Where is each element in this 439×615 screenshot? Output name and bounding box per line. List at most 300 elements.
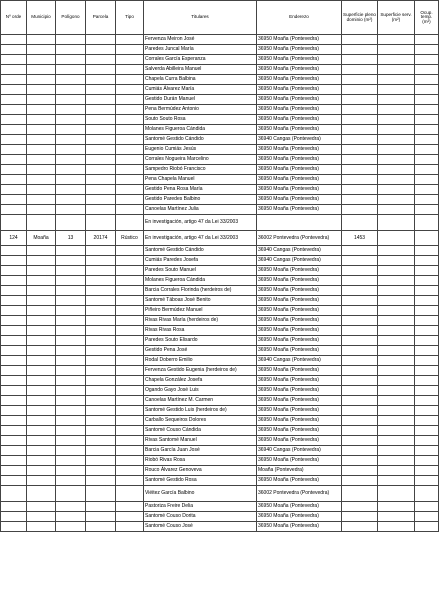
orden-cell [1, 266, 27, 276]
ocupacion-temp-cell [415, 511, 439, 521]
enderezo-cell: 36950 Moaña (Pontevedra) [257, 205, 342, 215]
ocupacion-temp-cell [415, 246, 439, 256]
enderezo-cell: 36950 Moaña (Pontevedra) [257, 396, 342, 406]
titular-cell: Rivas Rivas Rosa [144, 326, 257, 336]
superficie-serv-cell [378, 230, 415, 246]
superficie-pleno-cell [342, 511, 378, 521]
orden-cell [1, 326, 27, 336]
table-row [1, 316, 439, 326]
municipio-cell [27, 316, 56, 326]
tipo-cell [116, 165, 144, 175]
ocupacion-temp-cell [415, 266, 439, 276]
titular-cell: Gestido Paredes Balbino [144, 195, 257, 205]
titular-cell: Canoelas Martínez Julia [144, 205, 257, 215]
enderezo-cell: 36950 Moaña (Pontevedra) [257, 155, 342, 165]
orden-cell [1, 215, 27, 231]
parcela-cell [86, 45, 116, 55]
superficie-serv-cell [378, 266, 415, 276]
parcela-cell [86, 55, 116, 65]
poligono-cell [56, 125, 86, 135]
superficie-pleno-cell [342, 416, 378, 426]
superficie-serv-cell [378, 346, 415, 356]
enderezo-cell: 36950 Moaña (Pontevedra) [257, 521, 342, 531]
municipio-cell [27, 306, 56, 316]
table-header-row [1, 1, 439, 35]
superficie-pleno-cell [342, 135, 378, 145]
table-row [1, 195, 439, 205]
municipio-cell [27, 35, 56, 45]
table-body [1, 35, 439, 532]
table-row [1, 366, 439, 376]
ocupacion-temp-cell [415, 115, 439, 125]
superficie-serv-cell [378, 185, 415, 195]
orden-cell [1, 125, 27, 135]
ocupacion-temp-cell [415, 230, 439, 246]
poligono-cell [56, 85, 86, 95]
poligono-cell [56, 215, 86, 231]
poligono-cell [56, 486, 86, 502]
enderezo-cell: 36940 Cangas (Pontevedra) [257, 256, 342, 266]
poligono-cell [56, 511, 86, 521]
poligono-cell [56, 416, 86, 426]
parcela-cell [86, 115, 116, 125]
superficie-pleno-cell [342, 326, 378, 336]
superficie-serv-cell [378, 476, 415, 486]
parcela-cell [86, 326, 116, 336]
superficie-serv-cell [378, 165, 415, 175]
superficie-pleno-cell [342, 256, 378, 266]
titular-cell: Cumiás Paredes Josefa [144, 256, 257, 266]
tipo-cell [116, 105, 144, 115]
parcela-cell [86, 416, 116, 426]
enderezo-cell: 36950 Moaña (Pontevedra) [257, 436, 342, 446]
table-row [1, 165, 439, 175]
parcela-cell [86, 346, 116, 356]
parcela-cell [86, 286, 116, 296]
titular-cell: En investigación, artigo 47 da Lei 33/2003 [144, 230, 257, 246]
ocupacion-temp-cell [415, 155, 439, 165]
table-row [1, 476, 439, 486]
table-row [1, 286, 439, 296]
table-row [1, 256, 439, 266]
municipio-cell [27, 476, 56, 486]
superficie-serv-cell [378, 501, 415, 511]
poligono-cell [56, 326, 86, 336]
tipo-cell [116, 476, 144, 486]
table-row [1, 155, 439, 165]
ocupacion-temp-cell [415, 416, 439, 426]
tipo-cell [116, 195, 144, 205]
enderezo-cell: 36950 Moaña (Pontevedra) [257, 316, 342, 326]
table-row [1, 376, 439, 386]
ocupacion-temp-cell [415, 185, 439, 195]
tipo-cell [116, 406, 144, 416]
titular-cell: Riobó Rivas Rosa [144, 456, 257, 466]
municipio-cell [27, 376, 56, 386]
enderezo-cell: 36950 Moaña (Pontevedra) [257, 175, 342, 185]
poligono-cell [56, 456, 86, 466]
enderezo-cell: 36950 Moaña (Pontevedra) [257, 95, 342, 105]
orden-cell [1, 115, 27, 125]
orden-cell [1, 476, 27, 486]
orden-cell [1, 65, 27, 75]
orden-cell [1, 501, 27, 511]
header-titulares: Titulares [144, 1, 257, 35]
titular-cell: Pena Bermúdez Antonio [144, 105, 257, 115]
municipio-cell [27, 266, 56, 276]
poligono-cell [56, 436, 86, 446]
superficie-pleno-cell [342, 246, 378, 256]
parcela-cell [86, 436, 116, 446]
superficie-pleno-cell [342, 35, 378, 45]
municipio-cell [27, 135, 56, 145]
poligono-cell [56, 426, 86, 436]
table-row [1, 486, 439, 502]
ocupacion-temp-cell [415, 406, 439, 416]
poligono-cell [56, 476, 86, 486]
table-row [1, 115, 439, 125]
titular-cell: Canoelas Martínez M. Carmen [144, 396, 257, 406]
superficie-serv-cell [378, 326, 415, 336]
superficie-serv-cell [378, 406, 415, 416]
parcela-cell [86, 35, 116, 45]
ocupacion-temp-cell [415, 356, 439, 366]
titular-cell: Pastoriza Freire Delia [144, 501, 257, 511]
tipo-cell [116, 85, 144, 95]
table-row [1, 416, 439, 426]
parcela-cell [86, 386, 116, 396]
superficie-pleno-cell [342, 95, 378, 105]
superficie-serv-cell [378, 376, 415, 386]
orden-cell [1, 511, 27, 521]
parcela-cell [86, 336, 116, 346]
enderezo-cell: 36950 Moaña (Pontevedra) [257, 386, 342, 396]
orden-cell [1, 521, 27, 531]
orden-cell [1, 376, 27, 386]
municipio-cell: Moaña [27, 230, 56, 246]
tipo-cell [116, 95, 144, 105]
tipo-cell [116, 256, 144, 266]
superficie-serv-cell [378, 45, 415, 55]
parcela-cell [86, 376, 116, 386]
superficie-pleno-cell [342, 446, 378, 456]
orden-cell [1, 396, 27, 406]
municipio-cell [27, 436, 56, 446]
parcela-cell [86, 406, 116, 416]
municipio-cell [27, 456, 56, 466]
table-row [1, 346, 439, 356]
municipio-cell [27, 195, 56, 205]
orden-cell [1, 75, 27, 85]
titular-cell: Santomé Gestido Cándido [144, 246, 257, 256]
table-row [1, 35, 439, 45]
tipo-cell [116, 501, 144, 511]
superficie-serv-cell [378, 256, 415, 266]
titular-cell: Santomé Táboas José Benito [144, 296, 257, 306]
titular-cell: Chapela González Josefa [144, 376, 257, 386]
enderezo-cell: 36950 Moaña (Pontevedra) [257, 165, 342, 175]
orden-cell [1, 95, 27, 105]
orden-cell [1, 35, 27, 45]
enderezo-cell: 36950 Moaña (Pontevedra) [257, 336, 342, 346]
parcela-cell [86, 175, 116, 185]
enderezo-cell: 36940 Cangas (Pontevedra) [257, 446, 342, 456]
superficie-serv-cell [378, 125, 415, 135]
table-row [1, 276, 439, 286]
table-row [1, 185, 439, 195]
superficie-pleno-cell [342, 296, 378, 306]
ocupacion-temp-cell [415, 396, 439, 406]
ocupacion-temp-cell [415, 35, 439, 45]
tipo-cell [116, 416, 144, 426]
ocupacion-temp-cell [415, 95, 439, 105]
superficie-serv-cell [378, 215, 415, 231]
superficie-pleno-cell [342, 376, 378, 386]
superficie-pleno-cell [342, 476, 378, 486]
superficie-serv-cell [378, 306, 415, 316]
superficie-pleno-cell [342, 406, 378, 416]
ocupacion-temp-cell [415, 85, 439, 95]
municipio-cell [27, 286, 56, 296]
table-row [1, 521, 439, 531]
titular-cell: Paredes Juncal María [144, 45, 257, 55]
enderezo-cell: 36950 Moaña (Pontevedra) [257, 511, 342, 521]
enderezo-cell: 36950 Moaña (Pontevedra) [257, 35, 342, 45]
superficie-serv-cell [378, 386, 415, 396]
superficie-serv-cell [378, 316, 415, 326]
tipo-cell [116, 296, 144, 306]
table-row [1, 456, 439, 466]
poligono-cell [56, 75, 86, 85]
municipio-cell [27, 85, 56, 95]
ocupacion-temp-cell [415, 215, 439, 231]
orden-cell [1, 346, 27, 356]
header-tipo: Tipo [116, 1, 144, 35]
titular-cell: Molanes Figueroa Cándida [144, 125, 257, 135]
superficie-serv-cell [378, 205, 415, 215]
titular-cell: Barcia Corrales Florinda (herdeiros de) [144, 286, 257, 296]
enderezo-cell [257, 215, 342, 231]
parcela-cell [86, 215, 116, 231]
table-row [1, 446, 439, 456]
ocupacion-temp-cell [415, 135, 439, 145]
enderezo-cell: 36950 Moaña (Pontevedra) [257, 125, 342, 135]
parcela-cell [86, 456, 116, 466]
titular-cell: Salverda Abilleira Manuel [144, 65, 257, 75]
enderezo-cell: 36940 Cangas (Pontevedra) [257, 246, 342, 256]
enderezo-cell: 36950 Moaña (Pontevedra) [257, 376, 342, 386]
table-row [1, 326, 439, 336]
table-row [1, 266, 439, 276]
superficie-pleno-cell [342, 356, 378, 366]
table-row [1, 306, 439, 316]
orden-cell [1, 386, 27, 396]
parcela-cell [86, 85, 116, 95]
table-row [1, 45, 439, 55]
ocupacion-temp-cell [415, 306, 439, 316]
ocupacion-temp-cell [415, 521, 439, 531]
ocupacion-temp-cell [415, 456, 439, 466]
table-row [1, 336, 439, 346]
ocupacion-temp-cell [415, 276, 439, 286]
superficie-serv-cell [378, 95, 415, 105]
enderezo-cell: 36950 Moaña (Pontevedra) [257, 416, 342, 426]
titular-cell: Gestido Pena Rosa María [144, 185, 257, 195]
enderezo-cell: 36950 Moaña (Pontevedra) [257, 456, 342, 466]
superficie-pleno-cell [342, 466, 378, 476]
municipio-cell [27, 396, 56, 406]
ocupacion-temp-cell [415, 45, 439, 55]
poligono-cell [56, 336, 86, 346]
header-parcela: Parcela [86, 1, 116, 35]
table-row [1, 175, 439, 185]
poligono-cell [56, 105, 86, 115]
orden-cell [1, 456, 27, 466]
orden-cell [1, 286, 27, 296]
superficie-pleno-cell [342, 175, 378, 185]
poligono-cell [56, 466, 86, 476]
enderezo-cell: 36950 Moaña (Pontevedra) [257, 195, 342, 205]
tipo-cell [116, 306, 144, 316]
tipo-cell [116, 286, 144, 296]
ocupacion-temp-cell [415, 366, 439, 376]
ocupacion-temp-cell [415, 476, 439, 486]
poligono-cell [56, 256, 86, 266]
superficie-serv-cell [378, 65, 415, 75]
poligono-cell [56, 115, 86, 125]
municipio-cell [27, 511, 56, 521]
parcela-cell [86, 521, 116, 531]
tipo-cell [116, 246, 144, 256]
enderezo-cell: 36950 Moaña (Pontevedra) [257, 346, 342, 356]
superficie-pleno-cell [342, 65, 378, 75]
ocupacion-temp-cell [415, 501, 439, 511]
orden-cell [1, 185, 27, 195]
parcela-cell [86, 135, 116, 145]
poligono-cell [56, 316, 86, 326]
municipio-cell [27, 95, 56, 105]
superficie-serv-cell [378, 195, 415, 205]
superficie-pleno-cell [342, 195, 378, 205]
municipio-cell [27, 446, 56, 456]
orden-cell [1, 316, 27, 326]
tipo-cell [116, 185, 144, 195]
orden-cell [1, 426, 27, 436]
ocupacion-temp-cell [415, 75, 439, 85]
superficie-pleno-cell [342, 155, 378, 165]
tipo-cell [116, 75, 144, 85]
superficie-serv-cell [378, 456, 415, 466]
table-row [1, 356, 439, 366]
tipo-cell [116, 266, 144, 276]
poligono-cell [56, 521, 86, 531]
ocupacion-temp-cell [415, 256, 439, 266]
header-poligono: Polígono [56, 1, 86, 35]
parcela-cell [86, 276, 116, 286]
poligono-cell [56, 286, 86, 296]
municipio-cell [27, 115, 56, 125]
titular-cell: Rivas Rivas María (herdeiros de) [144, 316, 257, 326]
table-row [1, 406, 439, 416]
enderezo-cell: 36950 Moaña (Pontevedra) [257, 45, 342, 55]
ocupacion-temp-cell [415, 286, 439, 296]
parcela-cell [86, 476, 116, 486]
table-row [1, 386, 439, 396]
ocupacion-temp-cell [415, 326, 439, 336]
tipo-cell [116, 326, 144, 336]
tipo-cell [116, 175, 144, 185]
tipo-cell [116, 486, 144, 502]
superficie-pleno-cell [342, 276, 378, 286]
municipio-cell [27, 486, 56, 502]
municipio-cell [27, 256, 56, 266]
poligono-cell [56, 376, 86, 386]
poligono-cell [56, 246, 86, 256]
tipo-cell [116, 276, 144, 286]
titular-cell: Molanes Figueroa Cándida [144, 276, 257, 286]
municipio-cell [27, 521, 56, 531]
tipo-cell [116, 356, 144, 366]
municipio-cell [27, 55, 56, 65]
poligono-cell [56, 446, 86, 456]
tipo-cell [116, 115, 144, 125]
superficie-serv-cell [378, 175, 415, 185]
municipio-cell [27, 356, 56, 366]
enderezo-cell: 36002 Pontevedra (Pontevedra) [257, 486, 342, 502]
orden-cell [1, 406, 27, 416]
ocupacion-temp-cell [415, 205, 439, 215]
ocupacion-temp-cell [415, 165, 439, 175]
orden-cell [1, 416, 27, 426]
parcela-cell [86, 195, 116, 205]
municipio-cell [27, 75, 56, 85]
parcela-cell [86, 185, 116, 195]
poligono-cell [56, 266, 86, 276]
orden-cell [1, 446, 27, 456]
poligono-cell [56, 65, 86, 75]
municipio-cell [27, 165, 56, 175]
superficie-serv-cell [378, 105, 415, 115]
titular-cell: Sampedro Riobó Francisco [144, 165, 257, 175]
poligono-cell: 13 [56, 230, 86, 246]
enderezo-cell: 36950 Moaña (Pontevedra) [257, 501, 342, 511]
enderezo-cell: 36950 Moaña (Pontevedra) [257, 266, 342, 276]
municipio-cell [27, 426, 56, 436]
superficie-pleno-cell [342, 306, 378, 316]
titular-cell: Santomé Gestido Cándido [144, 135, 257, 145]
municipio-cell [27, 406, 56, 416]
orden-cell [1, 256, 27, 266]
superficie-serv-cell [378, 446, 415, 456]
municipio-cell [27, 205, 56, 215]
poligono-cell [56, 346, 86, 356]
municipio-cell [27, 155, 56, 165]
poligono-cell [56, 276, 86, 286]
tipo-cell [116, 336, 144, 346]
enderezo-cell: 36940 Cangas (Pontevedra) [257, 135, 342, 145]
parcela-cell [86, 105, 116, 115]
superficie-pleno-cell [342, 75, 378, 85]
ocupacion-temp-cell [415, 125, 439, 135]
enderezo-cell: 36950 Moaña (Pontevedra) [257, 326, 342, 336]
superficie-pleno-cell [342, 316, 378, 326]
titular-cell: Paredes Souto Manuel [144, 266, 257, 276]
superficie-serv-cell [378, 276, 415, 286]
ocupacion-temp-cell [415, 466, 439, 476]
superficie-serv-cell [378, 336, 415, 346]
tipo-cell [116, 426, 144, 436]
table-row [1, 75, 439, 85]
